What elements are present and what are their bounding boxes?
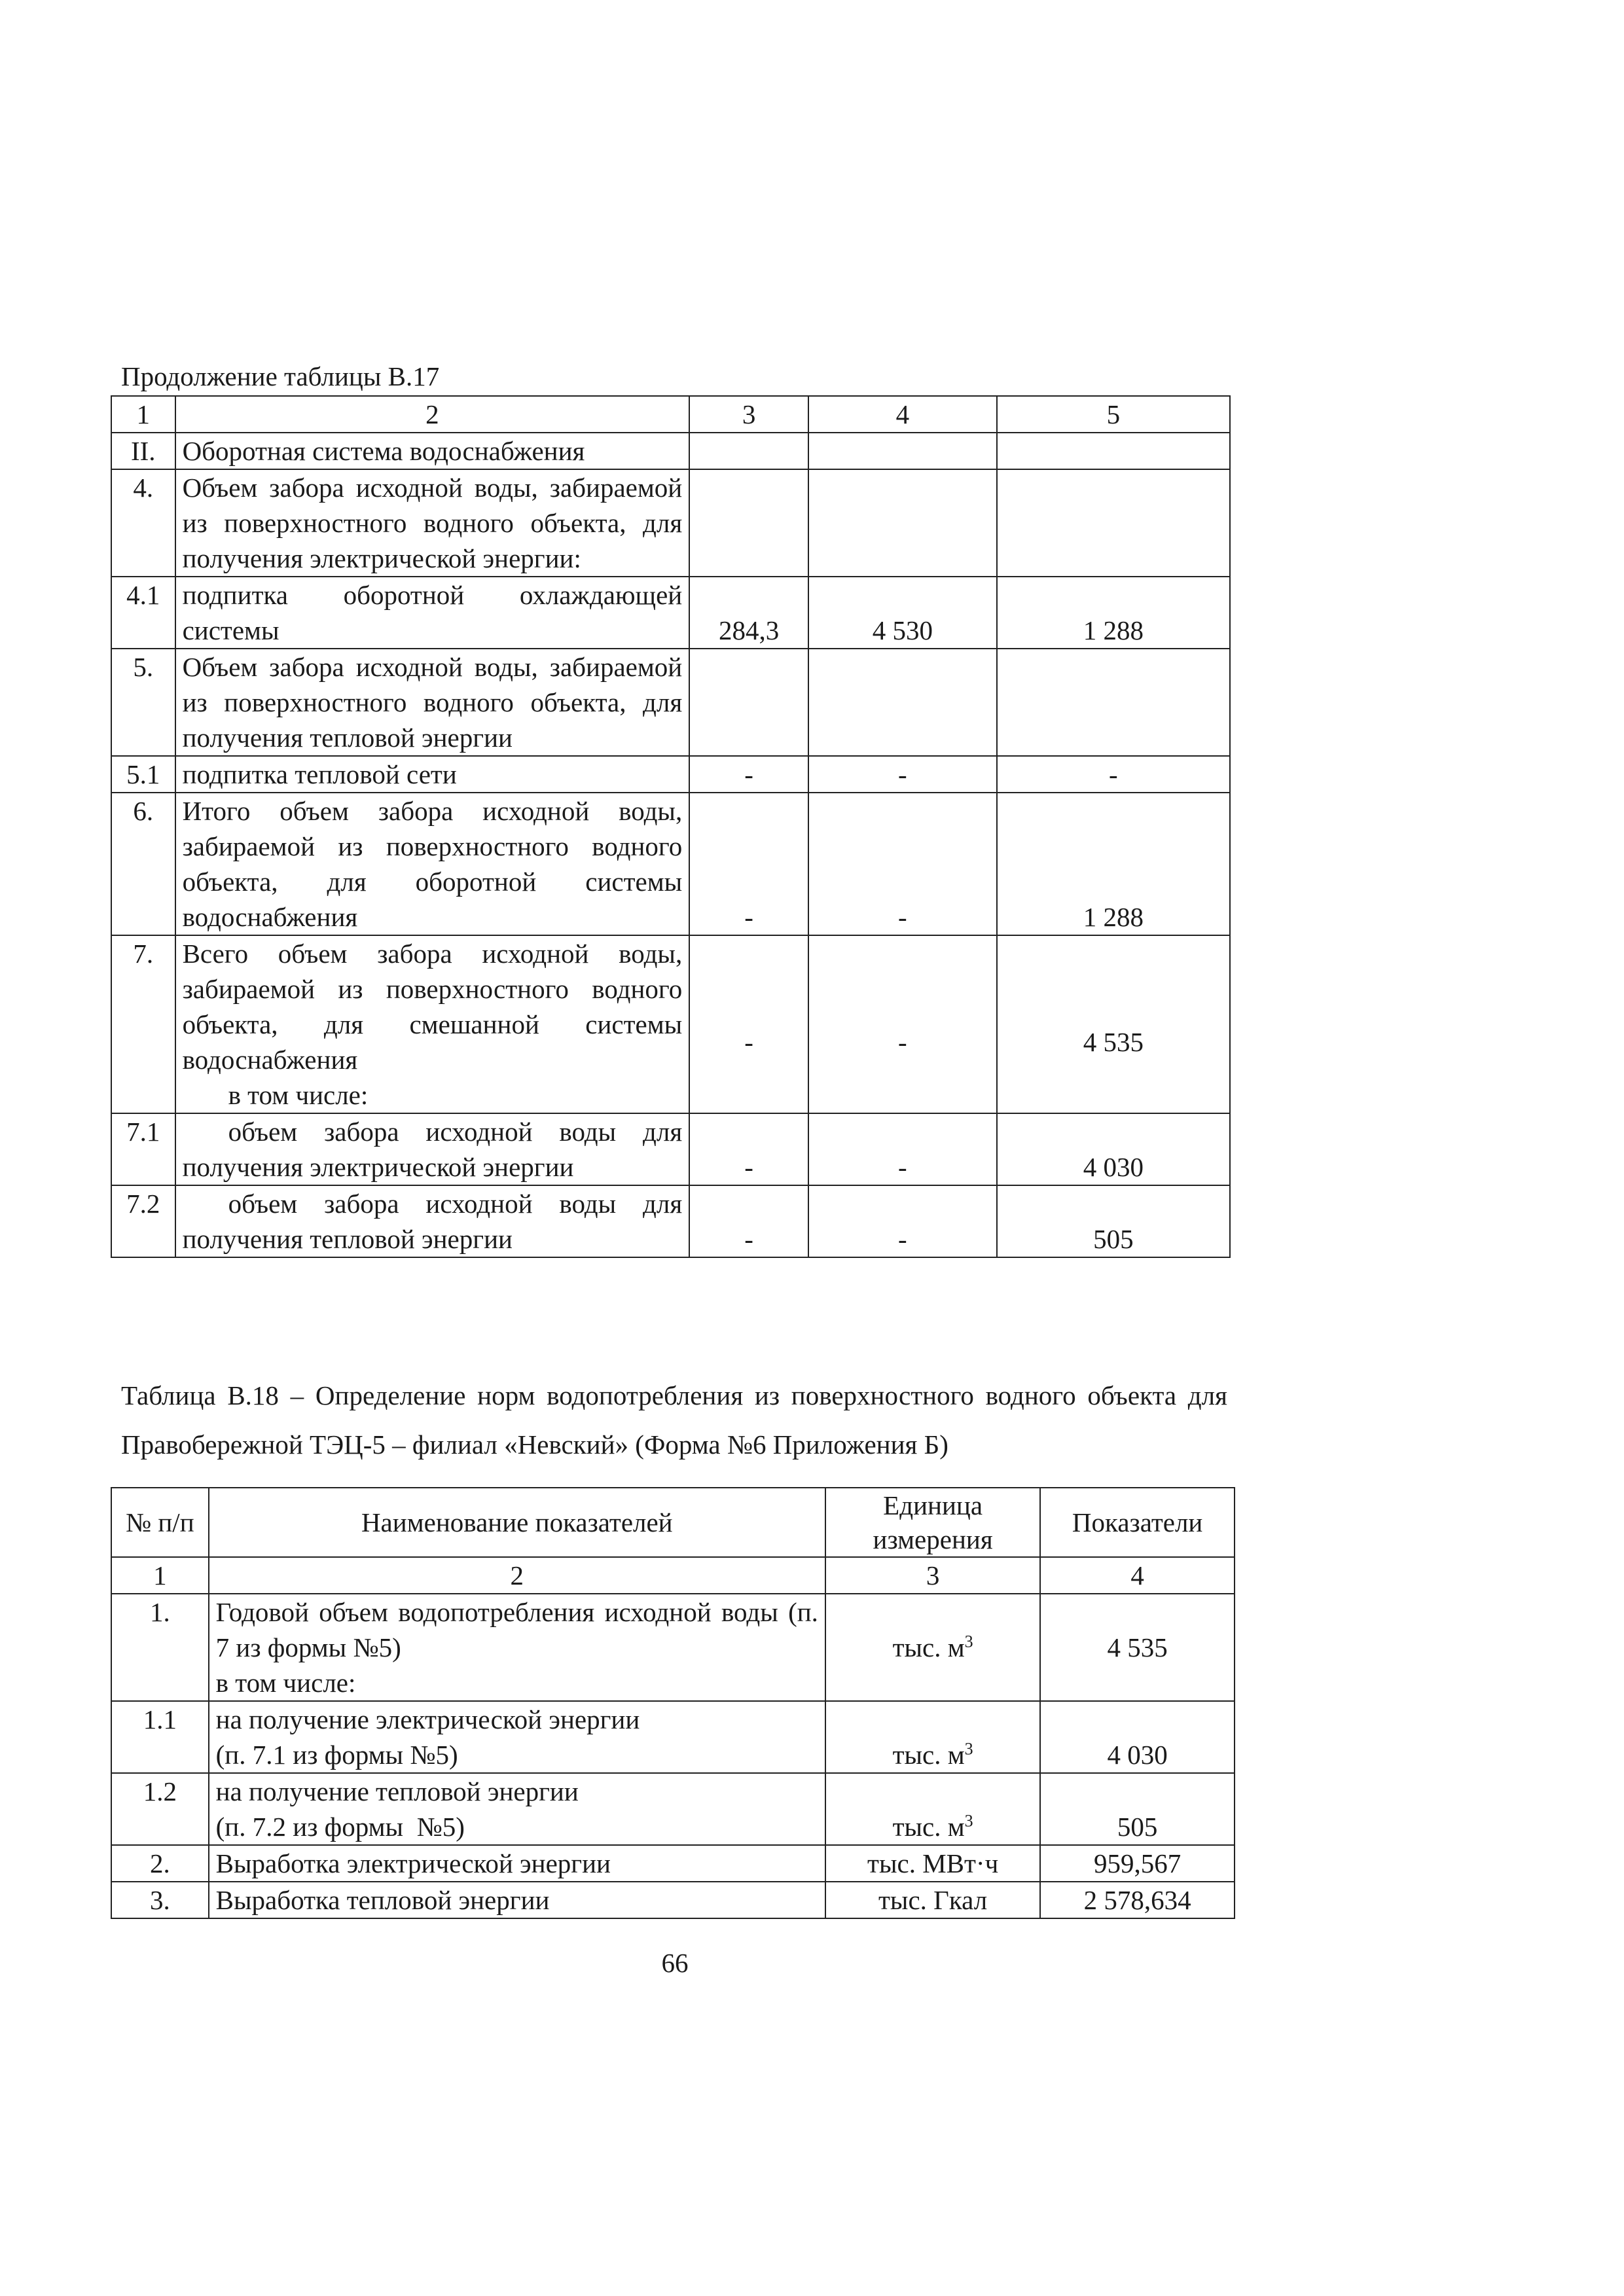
- value-cell: 4 030: [1040, 1701, 1235, 1773]
- column-number-cell: 5: [997, 396, 1230, 433]
- row-description: Объем забора исходной воды, забираемой из поверхностного водного объекта, для получения электрической энергии:: [175, 469, 690, 577]
- row-number: 1.1: [111, 1701, 209, 1773]
- unit-text: тыс. м: [892, 1812, 965, 1842]
- value-cell: -: [997, 756, 1230, 793]
- table-row: [111, 935, 1230, 1113]
- table-b18-caption: Таблица В.18 – Определение норм водопотребления из поверхностного водного объекта для Правобережной ТЭЦ-5 – филиал «Невский» (Форма №6 Приложения Б): [121, 1380, 1227, 1460]
- row-number: 4.1: [111, 577, 175, 649]
- column-number-cell: 2: [175, 396, 690, 433]
- column-number-cell: 1: [111, 1557, 209, 1594]
- unit-cell: тыс. Гкал: [825, 1882, 1040, 1918]
- value-cell: -: [689, 756, 808, 793]
- row-number: 7.2: [111, 1185, 175, 1257]
- row-number: 3.: [111, 1882, 209, 1918]
- unit-superscript: 3: [964, 1811, 973, 1831]
- row-description-sub: в том числе:: [215, 1668, 356, 1698]
- row-number: 7.1: [111, 1113, 175, 1185]
- unit-cell: [825, 1701, 1040, 1773]
- value-cell: 284,3: [689, 577, 808, 649]
- table-row: [111, 1882, 1235, 1918]
- unit-cell: тыс. МВт·ч: [825, 1845, 1040, 1882]
- unit-superscript: 3: [964, 1632, 973, 1651]
- row-description: Итого объем забора исходной воды, забираемой из поверхностного водного объекта, для оборотной системы водоснабжения: [175, 793, 690, 935]
- value-cell: 505: [1040, 1773, 1235, 1845]
- row-description: Выработка тепловой энергии: [209, 1882, 825, 1918]
- row-description: [209, 1773, 825, 1845]
- value-cell: 4 535: [997, 935, 1230, 1113]
- row-description: [209, 1594, 825, 1701]
- column-number-cell: 3: [825, 1557, 1040, 1594]
- table-row: [111, 433, 1230, 469]
- row-number: 6.: [111, 793, 175, 935]
- header-value: Показатели: [1040, 1488, 1235, 1557]
- value-cell: [689, 649, 808, 756]
- value-cell: -: [689, 1185, 808, 1257]
- value-cell: 1 288: [997, 793, 1230, 935]
- value-cell: [689, 469, 808, 577]
- row-number: 5.1: [111, 756, 175, 793]
- header-number: № п/п: [111, 1488, 209, 1557]
- column-number-cell: 4: [808, 396, 997, 433]
- value-cell: [689, 433, 808, 469]
- value-cell: 4 535: [1040, 1594, 1235, 1701]
- row-description: Объем забора исходной воды, забираемой из поверхностного водного объекта, для получения тепловой энергии: [175, 649, 690, 756]
- row-description-main: на получение тепловой энергии: [215, 1776, 579, 1806]
- value-cell: [808, 649, 997, 756]
- table-b17-continuation: [111, 395, 1231, 1258]
- value-cell: -: [808, 1185, 997, 1257]
- table-row: [111, 469, 1230, 577]
- page-number: 66: [661, 1948, 689, 1978]
- row-description: объем забора исходной воды для получения электрической энергии: [175, 1113, 690, 1185]
- row-number: 4.: [111, 469, 175, 577]
- value-cell: -: [689, 1113, 808, 1185]
- header-unit: Единица измерения: [825, 1488, 1040, 1557]
- table-row: [111, 1845, 1235, 1882]
- value-cell: [808, 469, 997, 577]
- value-cell: 4 530: [808, 577, 997, 649]
- table-row: [111, 793, 1230, 935]
- table-row: [111, 577, 1230, 649]
- row-description: [209, 1701, 825, 1773]
- row-number: 1.2: [111, 1773, 209, 1845]
- row-description-main: Годовой объем водопотребления исходной воды (п. 7 из формы №5): [215, 1597, 818, 1662]
- value-cell: 1 288: [997, 577, 1230, 649]
- unit-cell: [825, 1773, 1040, 1845]
- value-cell: 959,567: [1040, 1845, 1235, 1882]
- table-colnum-row: [111, 1557, 1235, 1594]
- row-description-sub: в том числе:: [228, 1080, 369, 1110]
- row-description-sub: (п. 7.2 из формы №5): [215, 1812, 465, 1842]
- table-header-row: [111, 396, 1230, 433]
- column-number-cell: 2: [209, 1557, 825, 1594]
- row-number: 2.: [111, 1845, 209, 1882]
- table-row: [111, 1594, 1235, 1701]
- value-cell: [997, 469, 1230, 577]
- value-cell: 505: [997, 1185, 1230, 1257]
- unit-cell: [825, 1594, 1040, 1701]
- unit-text: тыс. м: [892, 1632, 965, 1662]
- value-cell: 4 030: [997, 1113, 1230, 1185]
- value-cell: [997, 433, 1230, 469]
- row-description-main: на получение электрической энергии: [215, 1704, 640, 1734]
- value-cell: -: [808, 1113, 997, 1185]
- row-description: объем забора исходной воды для получения тепловой энергии: [175, 1185, 690, 1257]
- table-row: [111, 756, 1230, 793]
- value-cell: -: [689, 935, 808, 1113]
- row-description: Выработка электрической энергии: [209, 1845, 825, 1882]
- unit-superscript: 3: [964, 1739, 973, 1759]
- table-row: [111, 1773, 1235, 1845]
- value-cell: 2 578,634: [1040, 1882, 1235, 1918]
- table-b18: [111, 1487, 1235, 1919]
- table-row: [111, 649, 1230, 756]
- value-cell: -: [808, 793, 997, 935]
- table-continuation-caption: Продолжение таблицы В.17: [121, 361, 440, 391]
- column-number-cell: 3: [689, 396, 808, 433]
- row-number: 7.: [111, 935, 175, 1113]
- value-cell: -: [808, 935, 997, 1113]
- row-description: подпитка тепловой сети: [175, 756, 690, 793]
- column-number-cell: 4: [1040, 1557, 1235, 1594]
- header-name: Наименование показателей: [209, 1488, 825, 1557]
- value-cell: -: [808, 756, 997, 793]
- row-description: Оборотная система водоснабжения: [175, 433, 690, 469]
- value-cell: -: [689, 793, 808, 935]
- row-description: подпитка оборотной охлаждающей системы: [175, 577, 690, 649]
- value-cell: [997, 649, 1230, 756]
- row-number: 5.: [111, 649, 175, 756]
- column-number-cell: 1: [111, 396, 175, 433]
- table-row: [111, 1185, 1230, 1257]
- row-number: II.: [111, 433, 175, 469]
- unit-text: тыс. м: [892, 1740, 965, 1770]
- row-description-main: Всего объем забора исходной воды, забираемой из поверхностного водного объекта, для смешанной системы водоснабжения: [182, 939, 683, 1075]
- table-header-row: [111, 1488, 1235, 1557]
- table-row: [111, 1113, 1230, 1185]
- row-description: [175, 935, 690, 1113]
- row-number: 1.: [111, 1594, 209, 1701]
- row-description-sub: (п. 7.1 из формы №5): [215, 1740, 458, 1770]
- table-row: [111, 1701, 1235, 1773]
- value-cell: [808, 433, 997, 469]
